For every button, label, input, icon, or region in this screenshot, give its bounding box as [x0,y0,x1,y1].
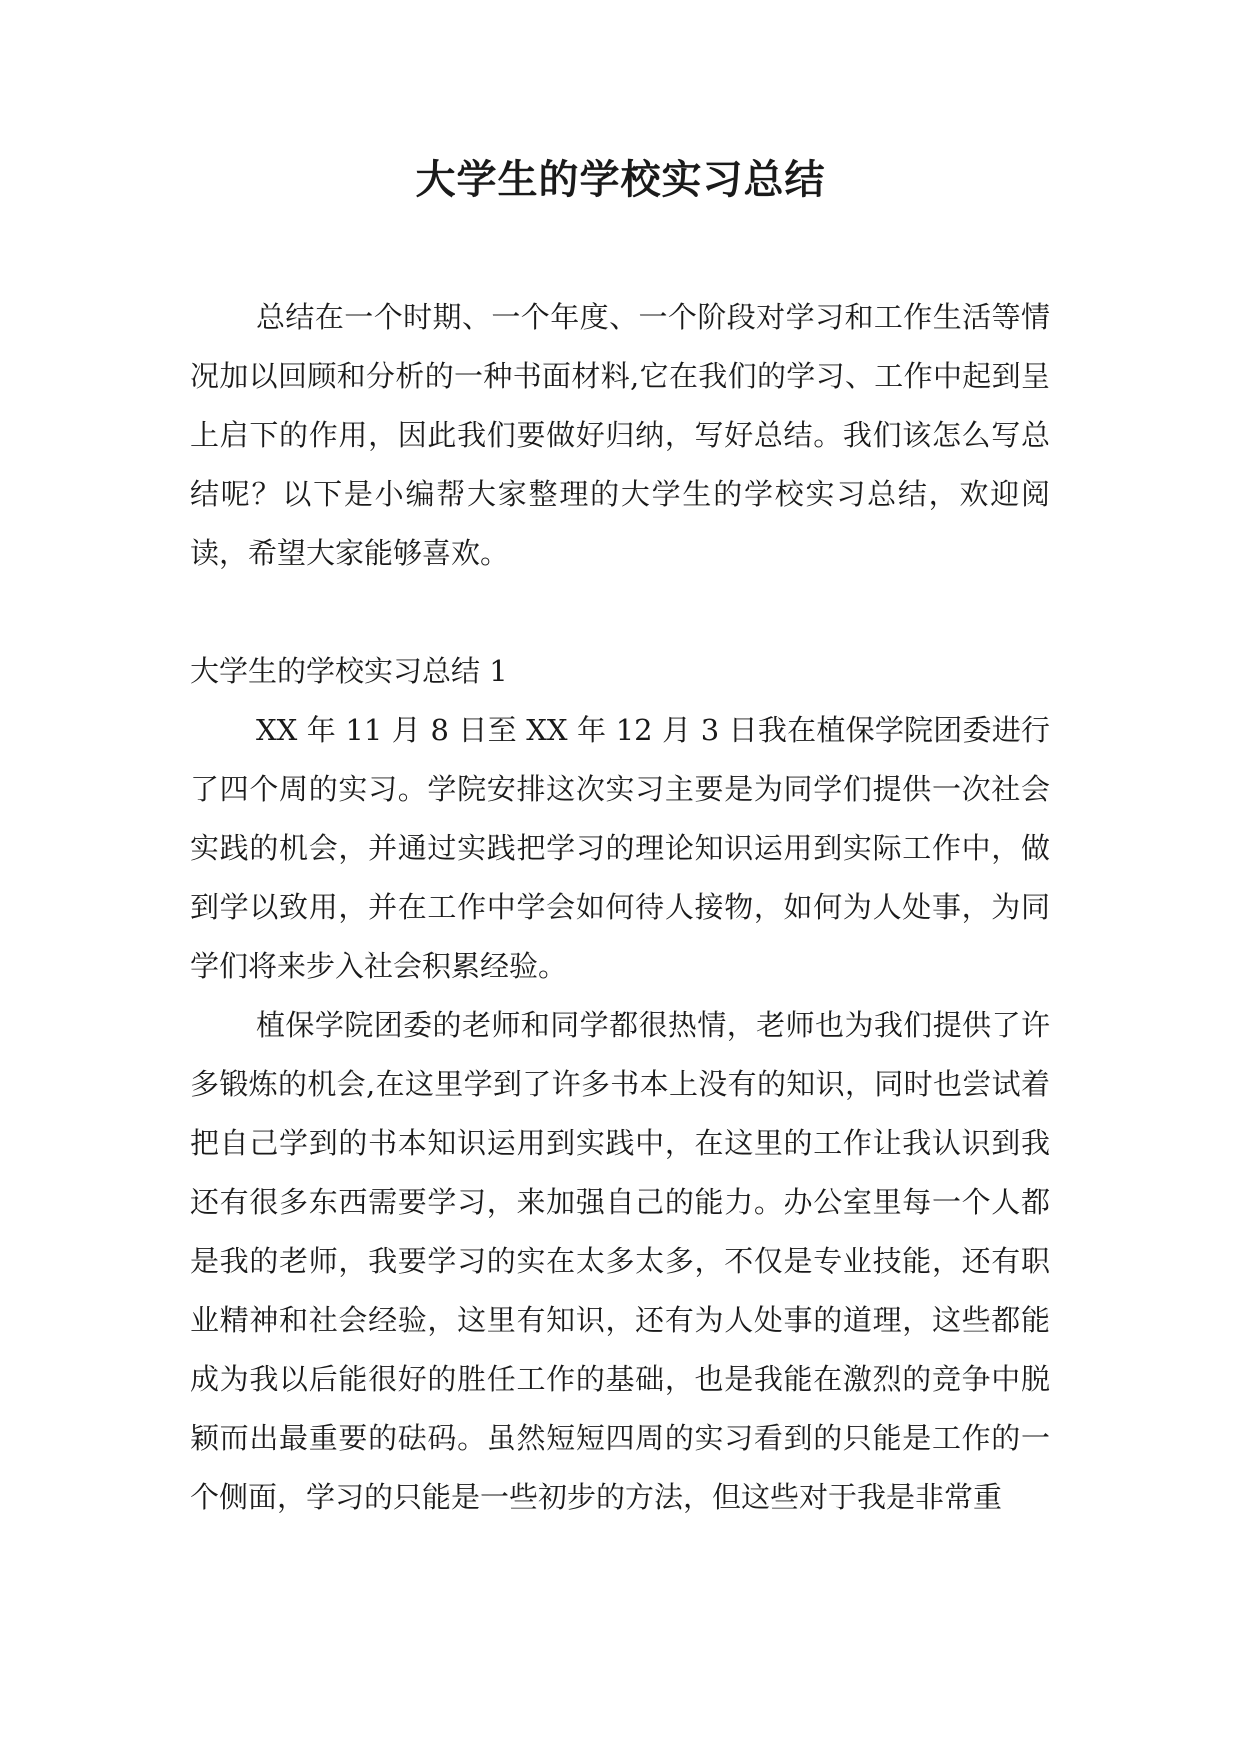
document-body [190,288,1050,1527]
body-paragraph-2: 植保学院团委的老师和同学都很热情，老师也为我们提供了许多锻炼的机会,在这里学到了许多书本上没有的知识，同时也尝试着把自己学到的书本知识运用到实践中，在这里的工作让我认识到我还有很多东西需要学习，来加强自己的能力。办公室里每一个人都是我的老师，我要学习的实在太多太多，不仅是专业技能，还有职业精神和社会经验，这里有知识，还有为人处事的道理，这些都能成为我以后能很好的胜任工作的基础，也是我能在激烈的竞争中脱颖而出最重要的砝码。虽然短短四周的实习看到的只能是工作的一个侧面，学习的只能是一些初步的方法，但这些对于我是非常重 [190,1008,1050,1514]
section-heading: 大学生的学校实习总结 1 [190,654,508,688]
intro-paragraph: 总结在一个时期、一个年度、一个阶段对学习和工作生活等情况加以回顾和分析的一种书面材料,它在我们的学习、工作中起到呈上启下的作用，因此我们要做好归纳，写好总结。我们该怎么写总结呢？以下是小编帮大家整理的大学生的学校实习总结，欢迎阅读，希望大家能够喜欢。 [190,300,1050,570]
body-paragraph-1: XX 年 11 月 8 日至 XX 年 12 月 3 日我在植保学院团委进行了四个周的实习。学院安排这次实习主要是为同学们提供一次社会实践的机会，并通过实践把学习的理论知识运用到实际工作中，做到学以致用，并在工作中学会如何待人接物，如何为人处事，为同学们将来步入社会积累经验。 [190,713,1050,983]
document-title: 大学生的学校实习总结 [415,157,826,203]
